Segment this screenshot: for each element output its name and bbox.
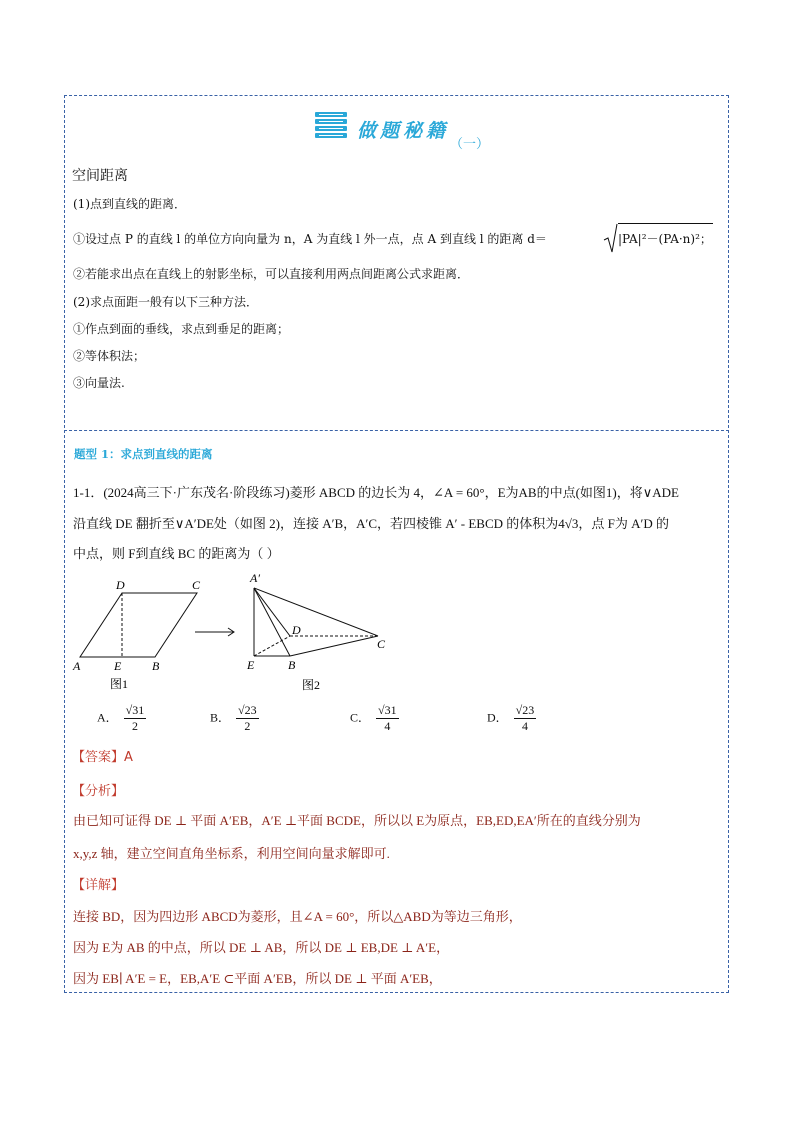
fig2-label-e: E bbox=[247, 658, 255, 672]
option-c-num: √31 bbox=[378, 703, 397, 717]
point-1: (1)点到直线的距离． bbox=[73, 197, 186, 211]
point-7: ③向量法. bbox=[73, 376, 125, 390]
topic-heading: 题型 1：求点到直线的距离 bbox=[74, 447, 213, 461]
point-6: ②等体积法； bbox=[73, 349, 146, 363]
detail-line-3: 因为 EB∣ A′E = E，EB,A′E ⊂平面 A′EB，所以 DE ⊥ 平面 A′EB， bbox=[73, 971, 442, 986]
point-2: ①设过点 P 的直线 l 的单位方向向量为 n，A 为直线 l 外一点，点 A 到直线 l 的距离 d＝ bbox=[73, 232, 547, 246]
banner-subtitle: （一） bbox=[450, 137, 490, 152]
option-a[interactable]: A． $\frac{√31}{2}$ bbox=[97, 703, 145, 733]
option-c[interactable]: C． $\frac{√31}{4}$ bbox=[350, 703, 397, 733]
point-5: ①作点到面的垂线，求点到垂足的距离； bbox=[73, 322, 290, 336]
section-title: 空间距离 bbox=[72, 168, 128, 184]
figure-2 bbox=[240, 570, 395, 695]
fig2-label-c: C bbox=[377, 637, 386, 651]
section-divider bbox=[64, 430, 729, 431]
question-line-2: 沿直线 DE 翻折至∨A′DE处（如图 2)，连接 A′B，A′C，若四棱锥 A′ - EBCD 的体积为4√3，点 F为 A′D 的 bbox=[73, 516, 670, 531]
option-b-num: √23 bbox=[238, 703, 257, 717]
detail-line-2: 因为 E为 AB 的中点，所以 DE ⊥ AB，所以 DE ⊥ EB,DE ⊥ A′E， bbox=[73, 940, 450, 955]
option-d[interactable]: D． $\frac{√23}{4}$ bbox=[487, 703, 535, 733]
figure-1 bbox=[70, 575, 210, 690]
option-b[interactable]: B． $\frac{√23}{2}$ bbox=[210, 703, 257, 733]
fig2-label-d: D bbox=[292, 623, 301, 637]
option-d-num: √23 bbox=[515, 703, 535, 717]
book-stack-icon bbox=[313, 110, 351, 140]
fig1-label-e: E bbox=[114, 659, 122, 673]
fig1-label-a: A bbox=[73, 659, 81, 673]
fig2-label-b: B bbox=[288, 658, 296, 672]
distance-formula: |PA|²－(PA·n)²； bbox=[618, 223, 713, 247]
sqrt-sign-icon bbox=[603, 222, 619, 254]
detail-line-1: 连接 BD，因为四边形 ABCD为菱形，且∠A = 60°，所以△ABD为等边三角形， bbox=[73, 909, 522, 924]
point-4: (2)求点面距一般有以下三种方法． bbox=[73, 295, 258, 309]
fig1-label-c: C bbox=[192, 578, 201, 592]
fig1-label-d: D bbox=[116, 578, 125, 592]
answer-label: 【答案】A bbox=[72, 750, 133, 765]
analysis-line-2: x,y,z 轴，建立空间直角坐标系，利用空间向量求解即可. bbox=[73, 846, 390, 861]
analysis-label: 【分析】 bbox=[72, 784, 125, 799]
option-a-num: √31 bbox=[125, 703, 145, 717]
analysis-line-1: 由已知可证得 DE ⊥ 平面 A′EB，A′E ⊥平面 BCDE，所以以 E为原点，EB,ED,EA′所在的直线分别为 bbox=[73, 813, 641, 828]
fig2-caption: 图2 bbox=[302, 678, 321, 692]
banner-title: 做题秘籍 bbox=[357, 120, 450, 142]
question-line-3: 中点，则 F到直线 BC 的距离为（ ） bbox=[73, 546, 280, 561]
arrow-right-icon bbox=[194, 626, 238, 638]
fig2-label-a1: A′ bbox=[250, 571, 260, 585]
detail-label: 【详解】 bbox=[72, 878, 125, 893]
point-3: ②若能求出点在直线上的射影坐标，可以直接利用两点间距离公式求距离． bbox=[73, 267, 470, 281]
fig1-label-b: B bbox=[152, 659, 160, 673]
fig1-caption: 图1 bbox=[110, 677, 129, 690]
question-line-1: 1-1．(2024高三下·广东茂名·阶段练习)菱形 ABCD 的边长为 4，∠A = 60°，E为AB的中点(如图1)，将∨ADE bbox=[73, 485, 679, 500]
